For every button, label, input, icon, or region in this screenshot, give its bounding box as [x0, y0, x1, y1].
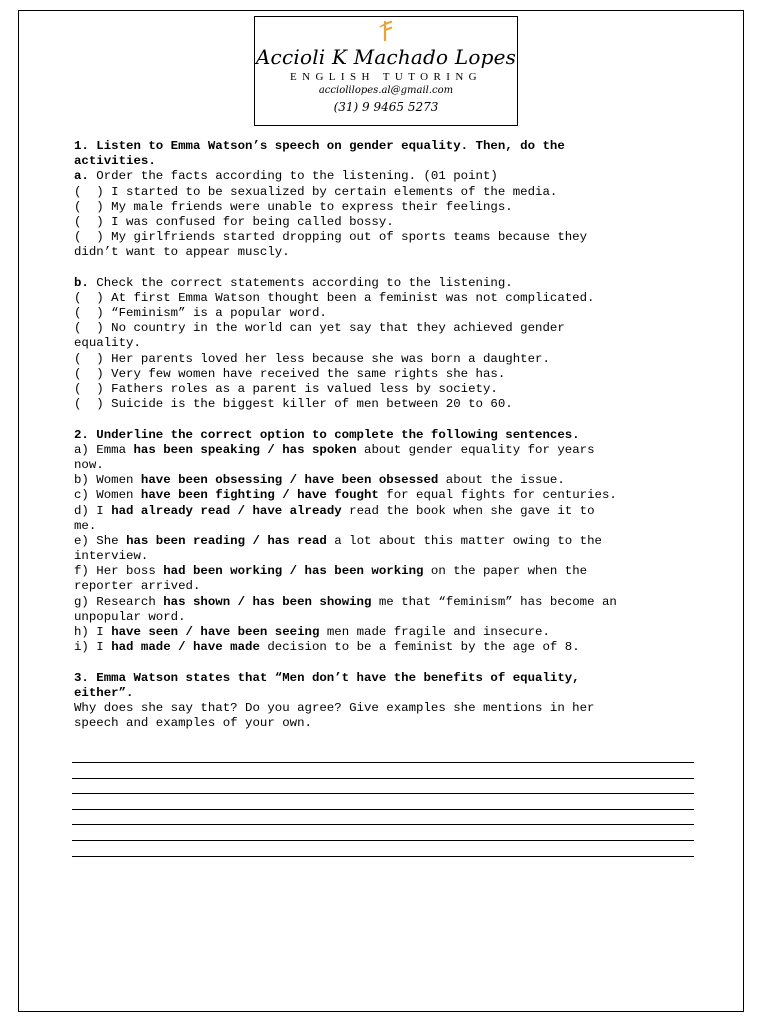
q1-b-item: ( ) Very few women have received the same rights she has. [74, 366, 506, 381]
q1-a-item: ( ) My male friends were unable to express their feelings. [74, 199, 513, 214]
q2-sentence-d: d) I had already read / have already read the book when she gave it to [74, 503, 595, 518]
tutor-phone: (31) 9 9465 5273 [333, 100, 439, 114]
worksheet-content [74, 139, 706, 731]
q1-b-item: ( ) Suicide is the biggest killer of men between 20 to 60. [74, 397, 513, 412]
answer-line[interactable] [72, 762, 694, 763]
answer-line[interactable] [72, 793, 694, 794]
q1-b-instruction: b. Check the correct statements according to the listening. [74, 275, 513, 290]
q1-b-item: ( ) Her parents loved her less because she was born a daughter. [74, 351, 550, 366]
q2-sentence-a-cont: now. [74, 457, 104, 472]
q1-a-item: ( ) My girlfriends started dropping out of sports teams because they [74, 230, 588, 245]
q3-title-line-1: 3. Emma Watson states that “Men don’t have the benefits of equality, [74, 670, 580, 685]
answer-line[interactable] [72, 840, 694, 841]
q1-a-item: ( ) I started to be sexualized by certain elements of the media. [74, 184, 558, 199]
q2-sentence-d-cont: me. [74, 518, 97, 533]
q2-title: 2. Underline the correct option to complete the following sentences. [74, 427, 580, 442]
q1-a-item: didn’t want to appear muscly. [74, 245, 290, 260]
q2-sentence-g-cont: unpopular word. [74, 609, 186, 624]
q2-sentence-e-cont: interview. [74, 549, 149, 564]
orange-f-rune-icon [377, 20, 397, 47]
q3-title-line-2: either”. [74, 685, 134, 700]
tutor-name: Accioli K Machado Lopes [255, 45, 517, 69]
answer-line[interactable] [72, 824, 694, 825]
answer-line[interactable] [72, 856, 694, 857]
q1-b-item: ( ) “Feminism” is a popular word. [74, 306, 327, 321]
q2-sentence-e: e) She has been reading / has read a lot about this matter owing to the [74, 533, 602, 548]
q1-b-item: ( ) No country in the world can yet say that they achieved gender [74, 321, 565, 336]
q2-sentence-b: b) Women have been obsessing / have been obsessed about the issue. [74, 473, 565, 488]
q3-prompt-line-2: speech and examples of your own. [74, 716, 312, 731]
q3-prompt-line-1: Why does she say that? Do you agree? Give examples she mentions in her [74, 700, 595, 715]
q1-title-line-2: activities. [74, 154, 156, 169]
q2-sentence-f-cont: reporter arrived. [74, 579, 201, 594]
answer-line[interactable] [72, 809, 694, 810]
q1-b-item: ( ) At first Emma Watson thought been a feminist was not complicated. [74, 290, 595, 305]
q1-title-line-1: 1. Listen to Emma Watson’s speech on gender equality. Then, do the [74, 139, 565, 153]
tutor-email: acciolilopes.al@gmail.com [318, 85, 454, 96]
q1-b-item: equality. [74, 336, 141, 351]
answer-lines [72, 762, 694, 871]
q2-sentence-c: c) Women have been fighting / have fought for equal fights for centuries. [74, 488, 617, 503]
q2-sentence-a: a) Emma has been speaking / has spoken about gender equality for years [74, 442, 595, 457]
q1-a-instruction: a. Order the facts according to the listening. (01 point) [74, 169, 498, 184]
q1-a-item: ( ) I was confused for being called bossy. [74, 214, 394, 229]
tutor-header-card [254, 16, 518, 126]
q1-b-item: ( ) Fathers roles as a parent is valued less by society. [74, 382, 498, 396]
tutor-subtitle: ENGLISH TUTORING [289, 71, 483, 83]
q2-sentence-h: h) I have seen / have been seeing men made fragile and insecure. [74, 625, 550, 639]
q2-sentence-i: i) I had made / have made decision to be a feminist by the age of 8. [74, 640, 580, 655]
answer-line[interactable] [72, 778, 694, 779]
q2-sentence-g: g) Research has shown / has been showing me that “feminism” has become an [74, 594, 617, 609]
q2-sentence-f: f) Her boss had been working / has been working on the paper when the [74, 564, 588, 579]
